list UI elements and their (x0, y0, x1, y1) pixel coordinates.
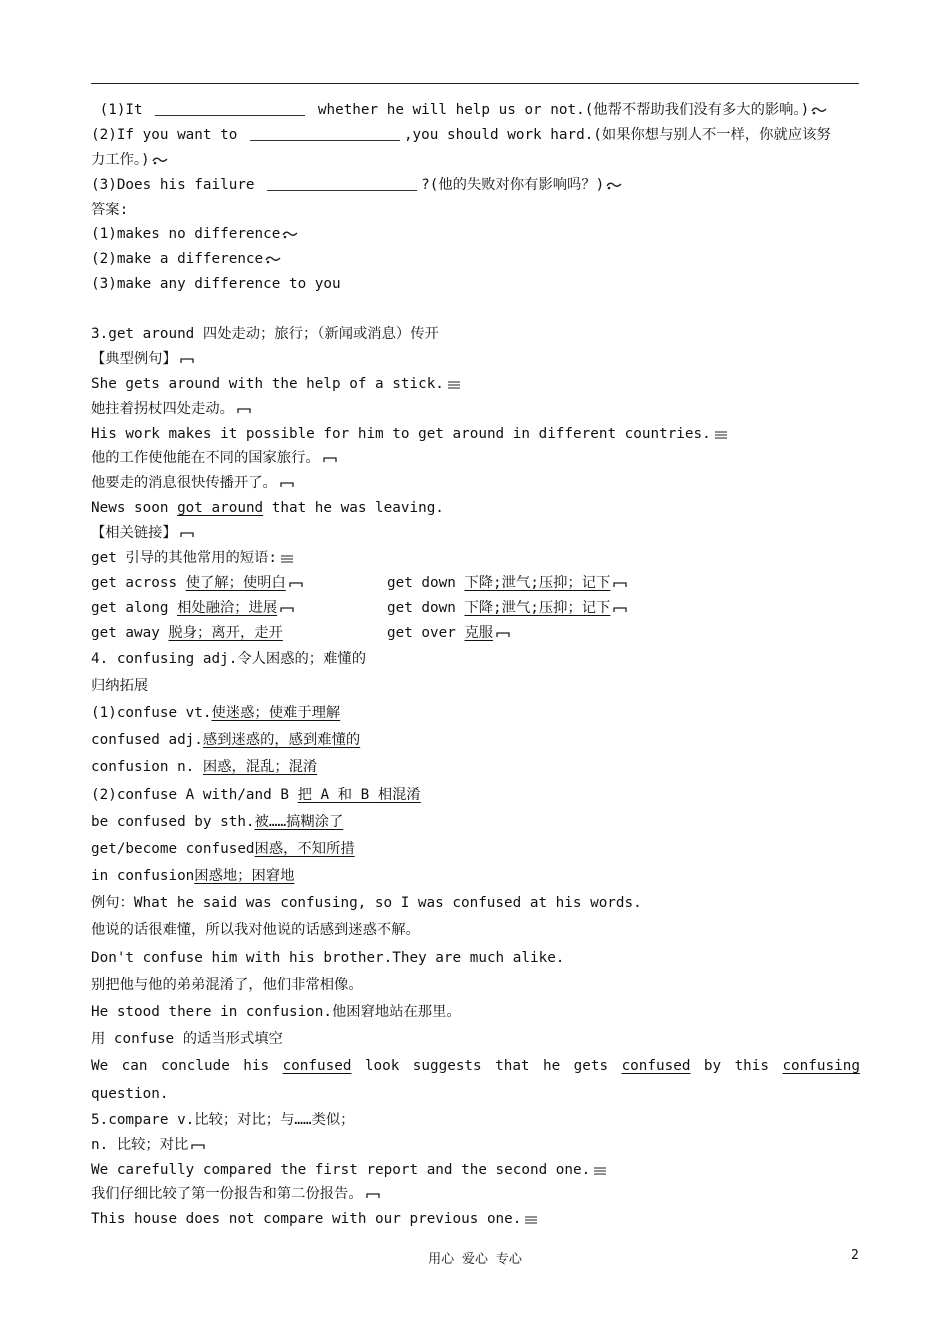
bracket-mark-icon (365, 1189, 381, 1199)
noun-meaning: n. 比较；对比 (91, 1133, 861, 1158)
bracket-mark-icon (279, 478, 295, 488)
bracket-mark-icon (495, 628, 511, 638)
bracket-mark-icon (322, 453, 338, 463)
bracket-mark-icon (612, 603, 628, 613)
example-2-en: Don't confuse him with his brother.They are much alike. (91, 949, 565, 966)
phrase-right: get down 下降;泄气;压抑；记下 (387, 596, 628, 621)
equal-mark-icon (523, 1214, 539, 1224)
expand-item: get/become confused困惑，不知所措 (91, 840, 355, 857)
q1-prefix: (1)It (99, 102, 152, 118)
section-5-heading: 5.compare v.比较；对比；与……类似； (91, 1111, 355, 1128)
fill-label: 用 confuse 的适当形式填空 (91, 1031, 283, 1048)
hook-mark-icon (152, 155, 168, 165)
answer-1: (1)makes no difference (91, 222, 861, 247)
phrase-row (91, 571, 861, 596)
page-content (91, 98, 861, 1232)
bracket-mark-icon (190, 1140, 206, 1150)
examples-label: 【典型例句】 (91, 347, 861, 372)
expand-item: (2)confuse A with/and B 把 A 和 B 相混淆 (91, 786, 421, 803)
q3-suffix: ?(他的失败对你有影响吗？) (421, 176, 605, 193)
expand-item: confusion n. 困惑，混乱；混淆 (91, 759, 318, 776)
get-intro: get 引导的其他常用的短语: (91, 546, 861, 571)
question-3 (91, 173, 861, 198)
example-2-zh: 别把他与他的弟弟混淆了，他们非常相像。 (91, 976, 363, 993)
phrase-left: get away 脱身；离开，走开 (91, 624, 283, 641)
example-2-zh: 他的工作使他能在不同的国家旅行。 (91, 446, 861, 471)
bracket-mark-icon (236, 404, 252, 414)
answer-2: (2)make a difference (91, 247, 861, 272)
bracket-mark-icon (179, 354, 195, 364)
q1-blank (155, 101, 305, 116)
expand-item: (1)confuse vt.使迷惑；使难于理解 (91, 704, 341, 721)
phrase-left: get across 使了解；使明白 (91, 575, 304, 591)
section-3-heading: 3.get around 四处走动；旅行；（新闻或消息）传开 (91, 326, 439, 343)
phrase-right: get down 下降;泄气;压抑；记下 (387, 571, 628, 596)
q1-suffix: whether he will help us or not.(他帮不帮助我们没有多大的影响。) (309, 102, 810, 118)
equal-mark-icon (446, 379, 462, 389)
example-3-zh: 他要走的消息很快传播开了。 (91, 471, 861, 496)
example-1-en: She gets around with the help of a stick. (91, 372, 861, 397)
q2-blank (250, 126, 400, 141)
fill-sentence: We can conclude his confused look suggests that he gets confused by this confusing (91, 1053, 860, 1080)
phrase-left: get along 相处融洽；进展 (91, 600, 295, 616)
equal-mark-icon (592, 1165, 608, 1175)
q3-blank (267, 176, 417, 191)
bracket-mark-icon (279, 603, 295, 613)
filled-answer: confused (621, 1058, 691, 1075)
q2-suffix: ,you should work hard.(如果你想与别人不一样，你就应该努 (403, 126, 831, 143)
example-2-en: This house does not compare with our previous one. (91, 1207, 861, 1232)
hook-mark-icon (811, 105, 827, 115)
example-3-en: News soon got around that he was leaving. (91, 500, 444, 517)
expand-item: confused adj.感到迷惑的，感到难懂的 (91, 732, 361, 749)
question-1 (91, 98, 861, 123)
bracket-mark-icon (179, 528, 195, 538)
page-number: 2 (851, 1248, 859, 1263)
equal-mark-icon (713, 429, 729, 439)
q2-prefix: (2)If you want to (91, 126, 246, 143)
example-en: 例句：What he said was confusing, so I was confused at his words. (91, 895, 642, 912)
fill-continuation: question. (91, 1085, 169, 1102)
footer-motto: 用心 爱心 专心 (428, 1252, 522, 1267)
question-2-cont (91, 148, 861, 173)
question-2 (91, 123, 861, 148)
answer-label: 答案: (91, 201, 129, 218)
bracket-mark-icon (612, 578, 628, 588)
answer-3: (3)make any difference to you (91, 276, 341, 293)
expand-item: in confusion困惑地；困窘地 (91, 868, 295, 885)
expand-label: 归纳拓展 (91, 677, 149, 694)
hook-mark-icon (606, 180, 622, 190)
example-zh: 他说的话很难懂，所以我对他说的话感到迷惑不解。 (91, 922, 420, 939)
filled-answer: confused (282, 1058, 352, 1075)
hook-mark-icon (265, 254, 281, 264)
example-1-zh: 她拄着拐杖四处走动。 (91, 397, 861, 422)
phrase-row (91, 621, 861, 646)
related-label: 【相关链接】 (91, 521, 861, 546)
q2-continuation: 力工作。) (91, 151, 150, 168)
example-3: He stood there in confusion.他困窘地站在那里。 (91, 1004, 461, 1021)
equal-mark-icon (279, 553, 295, 563)
filled-answer: got around (177, 500, 264, 517)
bracket-mark-icon (288, 578, 304, 588)
example-1-en: We carefully compared the first report and the second one. (91, 1158, 861, 1183)
phrase-right: get over 克服 (387, 621, 511, 646)
section-4-heading: 4. confusing adj.令人困惑的；难懂的 (91, 650, 366, 667)
expand-item: be confused by sth.被……搞糊涂了 (91, 813, 344, 830)
example-1-zh: 我们仔细比较了第一份报告和第二份报告。 (91, 1182, 861, 1207)
spacer (91, 297, 861, 322)
filled-answer: confusing (782, 1058, 860, 1075)
example-2-en: His work makes it possible for him to get around in different countries. (91, 422, 861, 447)
hook-mark-icon (282, 229, 298, 239)
q3-prefix: (3)Does his failure (91, 176, 264, 193)
phrase-row (91, 596, 861, 621)
header-rule (91, 83, 859, 84)
